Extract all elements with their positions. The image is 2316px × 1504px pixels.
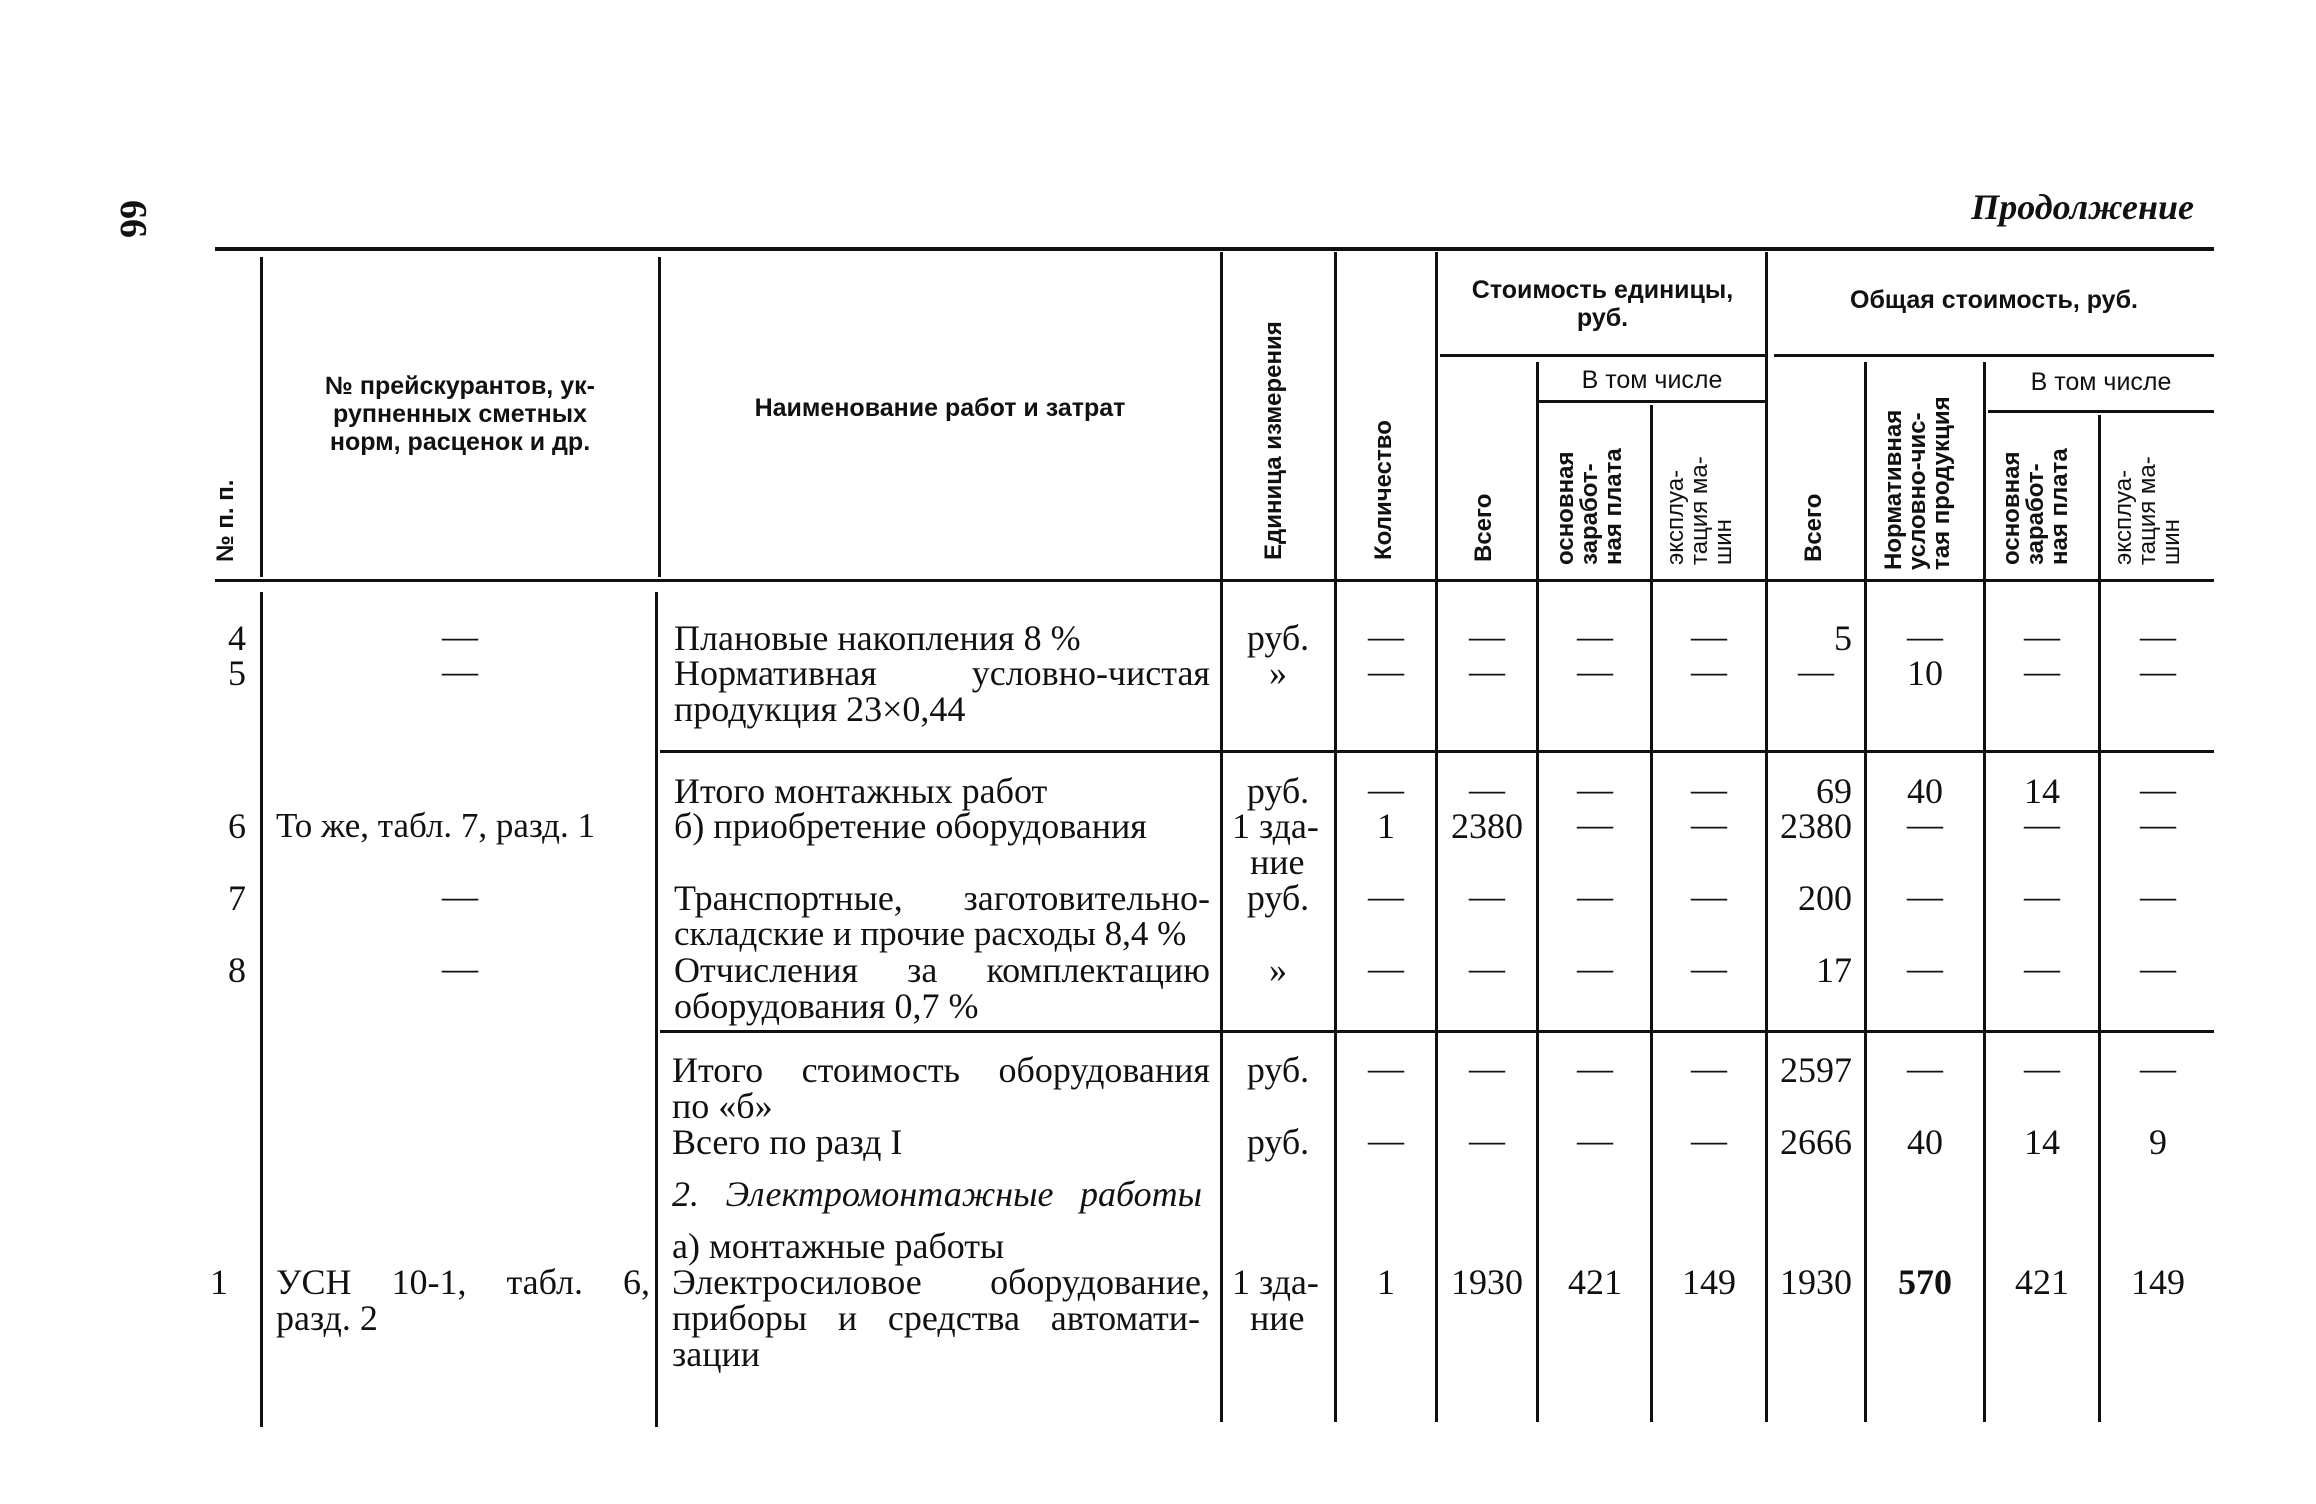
row6-unit-line1: 1 зда- [1232,806,1319,846]
row8-u-wage: — [1577,948,1613,988]
subtotal1-qty: — [1368,769,1404,809]
total1-qty: — [1368,1120,1404,1160]
col-divider-1 [260,257,263,577]
row8-name-line2: оборудования 0,7 % [674,986,979,1026]
header-total-cost: Общая стоимость, руб. [1850,286,2138,314]
subtotal1-t-mach: — [2140,769,2176,809]
row5-t-norm: 10 [1907,653,1943,693]
row8-u-mach: — [1691,948,1727,988]
col-divider-11 [2098,415,2101,1422]
subtotal2-u-total: — [1469,1048,1505,1088]
row5-u-total: — [1469,651,1505,691]
header-unit-wage: основная заработ- ная плата [1552,448,1627,565]
row6-u-total: 2380 [1451,806,1523,846]
row5-t-mach: — [2140,651,2176,691]
row6-t-wage: — [2024,804,2060,844]
subtotal1-u-mach: — [1691,769,1727,809]
row4-t-norm: — [1907,616,1943,656]
header-normative: Нормативная условно-чис- тая продукция [1880,396,1955,570]
subtotal1-name: Итого монтажных работ [674,771,1048,811]
subtotal1-t-norm: 40 [1907,771,1943,811]
subtotal1-u-wage: — [1577,769,1613,809]
s2-row1-unit-line1: 1 зда- [1232,1262,1319,1302]
subtotal1-t-wage: 14 [2024,771,2060,811]
row6-u-mach: — [1691,804,1727,844]
header-unit: Единица измерения [1260,321,1287,560]
row7-u-mach: — [1691,876,1727,916]
row7-name-line1: Транспортные, заготовительно- [674,878,1210,918]
row7-t-wage: — [2024,876,2060,916]
subtotal2-t-mach: — [2140,1048,2176,1088]
col-divider-3 [1220,252,1223,1422]
col-divider-2b [655,592,658,1427]
row6-t-mach: — [2140,804,2176,844]
s2-row1-t-total: 1930 [1780,1262,1852,1302]
s2-row1-num: 1 [210,1262,228,1302]
row8-ref: — [442,948,478,988]
row8-num: 8 [228,950,246,990]
s2-row1-ref-line1: УСН 10-1, табл. 6, [276,1262,650,1302]
row4-t-total: 5 [1834,618,1852,658]
row6-u-wage: — [1577,804,1613,844]
row4-t-wage: — [2024,616,2060,656]
row8-qty: — [1368,948,1404,988]
row5-t-total: — [1798,651,1834,691]
table-top-rule [215,247,2214,251]
total1-t-norm: 40 [1907,1122,1943,1162]
row4-qty: — [1368,616,1404,656]
unit-cost-subrule [1440,354,1765,357]
row8-name-line1: Отчисления за комплектацию [674,950,1210,990]
header-total-total: Всего [1800,493,1827,562]
header-total-wage: основная заработ- ная плата [1998,448,2073,565]
s2-row1-u-wage: 421 [1568,1262,1622,1302]
row4-t-mach: — [2140,616,2176,656]
row8-unit: » [1269,950,1287,990]
subtotal2-unit: руб. [1246,1050,1310,1090]
s2-row1-t-wage: 421 [2015,1262,2069,1302]
row7-u-total: — [1469,876,1505,916]
subtotal1-t-total: 69 [1816,771,1852,811]
s2-row1-qty: 1 [1377,1262,1395,1302]
row6-ref: То же, табл. 7, разд. 1 [276,806,595,845]
s2-row1-name-line1: Электросиловое оборудование, [672,1262,1210,1302]
total1-u-mach: — [1691,1120,1727,1160]
unit-incl-subrule [1539,400,1765,403]
row8-u-total: — [1469,948,1505,988]
col-divider-9 [1864,362,1867,1422]
subtotal2-t-wage: — [2024,1048,2060,1088]
row5-u-mach: — [1691,651,1727,691]
subtotal2-name-line1: Итого стоимость оборудования [672,1050,1210,1090]
header-name: Наименование работ и затрат [754,394,1126,422]
continuation-label: Продолжение [1971,187,2194,227]
header-total-incl: В том числе [2030,368,2172,396]
row7-num: 7 [228,878,246,918]
row7-name-line2: складские и прочие расходы 8,4 % [674,914,1187,953]
row8-t-total: 17 [1816,950,1852,990]
row6-t-total: 2380 [1780,806,1852,846]
subtotal2-t-norm: — [1907,1048,1943,1088]
total1-name: Всего по разд I [672,1122,903,1162]
s2-row1-u-mach: 149 [1682,1262,1736,1302]
subtotal1-u-total: — [1469,769,1505,809]
row5-qty: — [1368,651,1404,691]
row4-u-wage: — [1577,616,1613,656]
row7-t-norm: — [1907,876,1943,916]
header-pricelist: № прейскурантов, ук- рупненных сметных норм, расценок и др. [325,372,595,456]
total-cost-subrule [1774,354,2214,357]
s2-row1-t-mach: 149 [2131,1262,2185,1302]
subtotal2-u-mach: — [1691,1048,1727,1088]
row5-num: 5 [228,653,246,693]
section2-title: 2. Электромонтажные работы [672,1174,1202,1214]
col-divider-4 [1334,252,1337,1422]
s2-row1-unit-line2: ние [1250,1298,1305,1338]
s2-row1-name-line2: приборы и средства автомати- [672,1298,1200,1338]
row6-num: 6 [228,806,246,846]
header-total-machines: эксплуа- тация ма- шин [2110,456,2185,565]
subtotal2-name-line2: по «б» [672,1086,773,1126]
row6-unit-line2: ние [1250,842,1305,882]
row7-t-mach: — [2140,876,2176,916]
subtotal2-qty: — [1368,1048,1404,1088]
row8-t-mach: — [2140,948,2176,988]
subtotal2-u-wage: — [1577,1048,1613,1088]
header-row-num: № п. п. [212,479,239,562]
row5-ref: — [442,651,478,691]
s2-row1-name-line3: зации [672,1334,760,1374]
row4-unit: руб. [1246,618,1310,658]
row4-name: Плановые накопления 8 % [674,618,1081,658]
row4-ref: — [442,616,478,656]
row6-name: б) приобретение оборудования [674,806,1147,846]
total1-t-total: 2666 [1780,1122,1852,1162]
row5-name-line1: Нормативная условно-чистая [674,653,1210,693]
row7-u-wage: — [1577,876,1613,916]
s2-row1-u-total: 1930 [1451,1262,1523,1302]
col-divider-7 [1650,405,1653,1422]
subtotal2-t-total: 2597 [1780,1050,1852,1090]
total1-t-mach: 9 [2149,1122,2167,1162]
col-divider-1b [260,592,263,1427]
header-unit-total: Всего [1470,493,1497,562]
row4-u-mach: — [1691,616,1727,656]
page-number: 66 [112,200,154,238]
row4-num: 4 [228,618,246,658]
row8-t-norm: — [1907,948,1943,988]
total1-unit: руб. [1246,1122,1310,1162]
total1-u-wage: — [1577,1120,1613,1160]
subtotal1-unit: руб. [1246,771,1310,811]
row7-qty: — [1368,876,1404,916]
total1-t-wage: 14 [2024,1122,2060,1162]
s2-row1-ref-line2: разд. 2 [276,1298,378,1338]
total1-u-total: — [1469,1120,1505,1160]
s2-row1-t-norm: 570 [1898,1262,1952,1302]
row4-u-total: — [1469,616,1505,656]
row5-unit: » [1269,653,1287,693]
row5-name-line2: продукция 23×0,44 [674,689,966,729]
total-incl-subrule [1988,410,2214,413]
col-divider-6 [1536,362,1539,1422]
row5-u-wage: — [1577,651,1613,691]
row7-unit: руб. [1246,878,1310,918]
row7-t-total: 200 [1798,878,1852,918]
header-qty: Количество [1370,420,1397,560]
row8-t-wage: — [2024,948,2060,988]
sub-a-title: а) монтажные работы [672,1226,1005,1266]
row6-t-norm: — [1907,804,1943,844]
header-unit-incl: В том числе [1581,366,1723,394]
row6-qty: 1 [1377,806,1395,846]
col-divider-2 [658,257,661,577]
row5-t-wage: — [2024,651,2060,691]
header-bottom-rule [215,579,2214,582]
header-unit-machines: эксплуа- тация ма- шин [1662,456,1737,565]
row7-ref: — [442,876,478,916]
header-unit-cost: Стоимость единицы, руб. [1471,276,1734,332]
